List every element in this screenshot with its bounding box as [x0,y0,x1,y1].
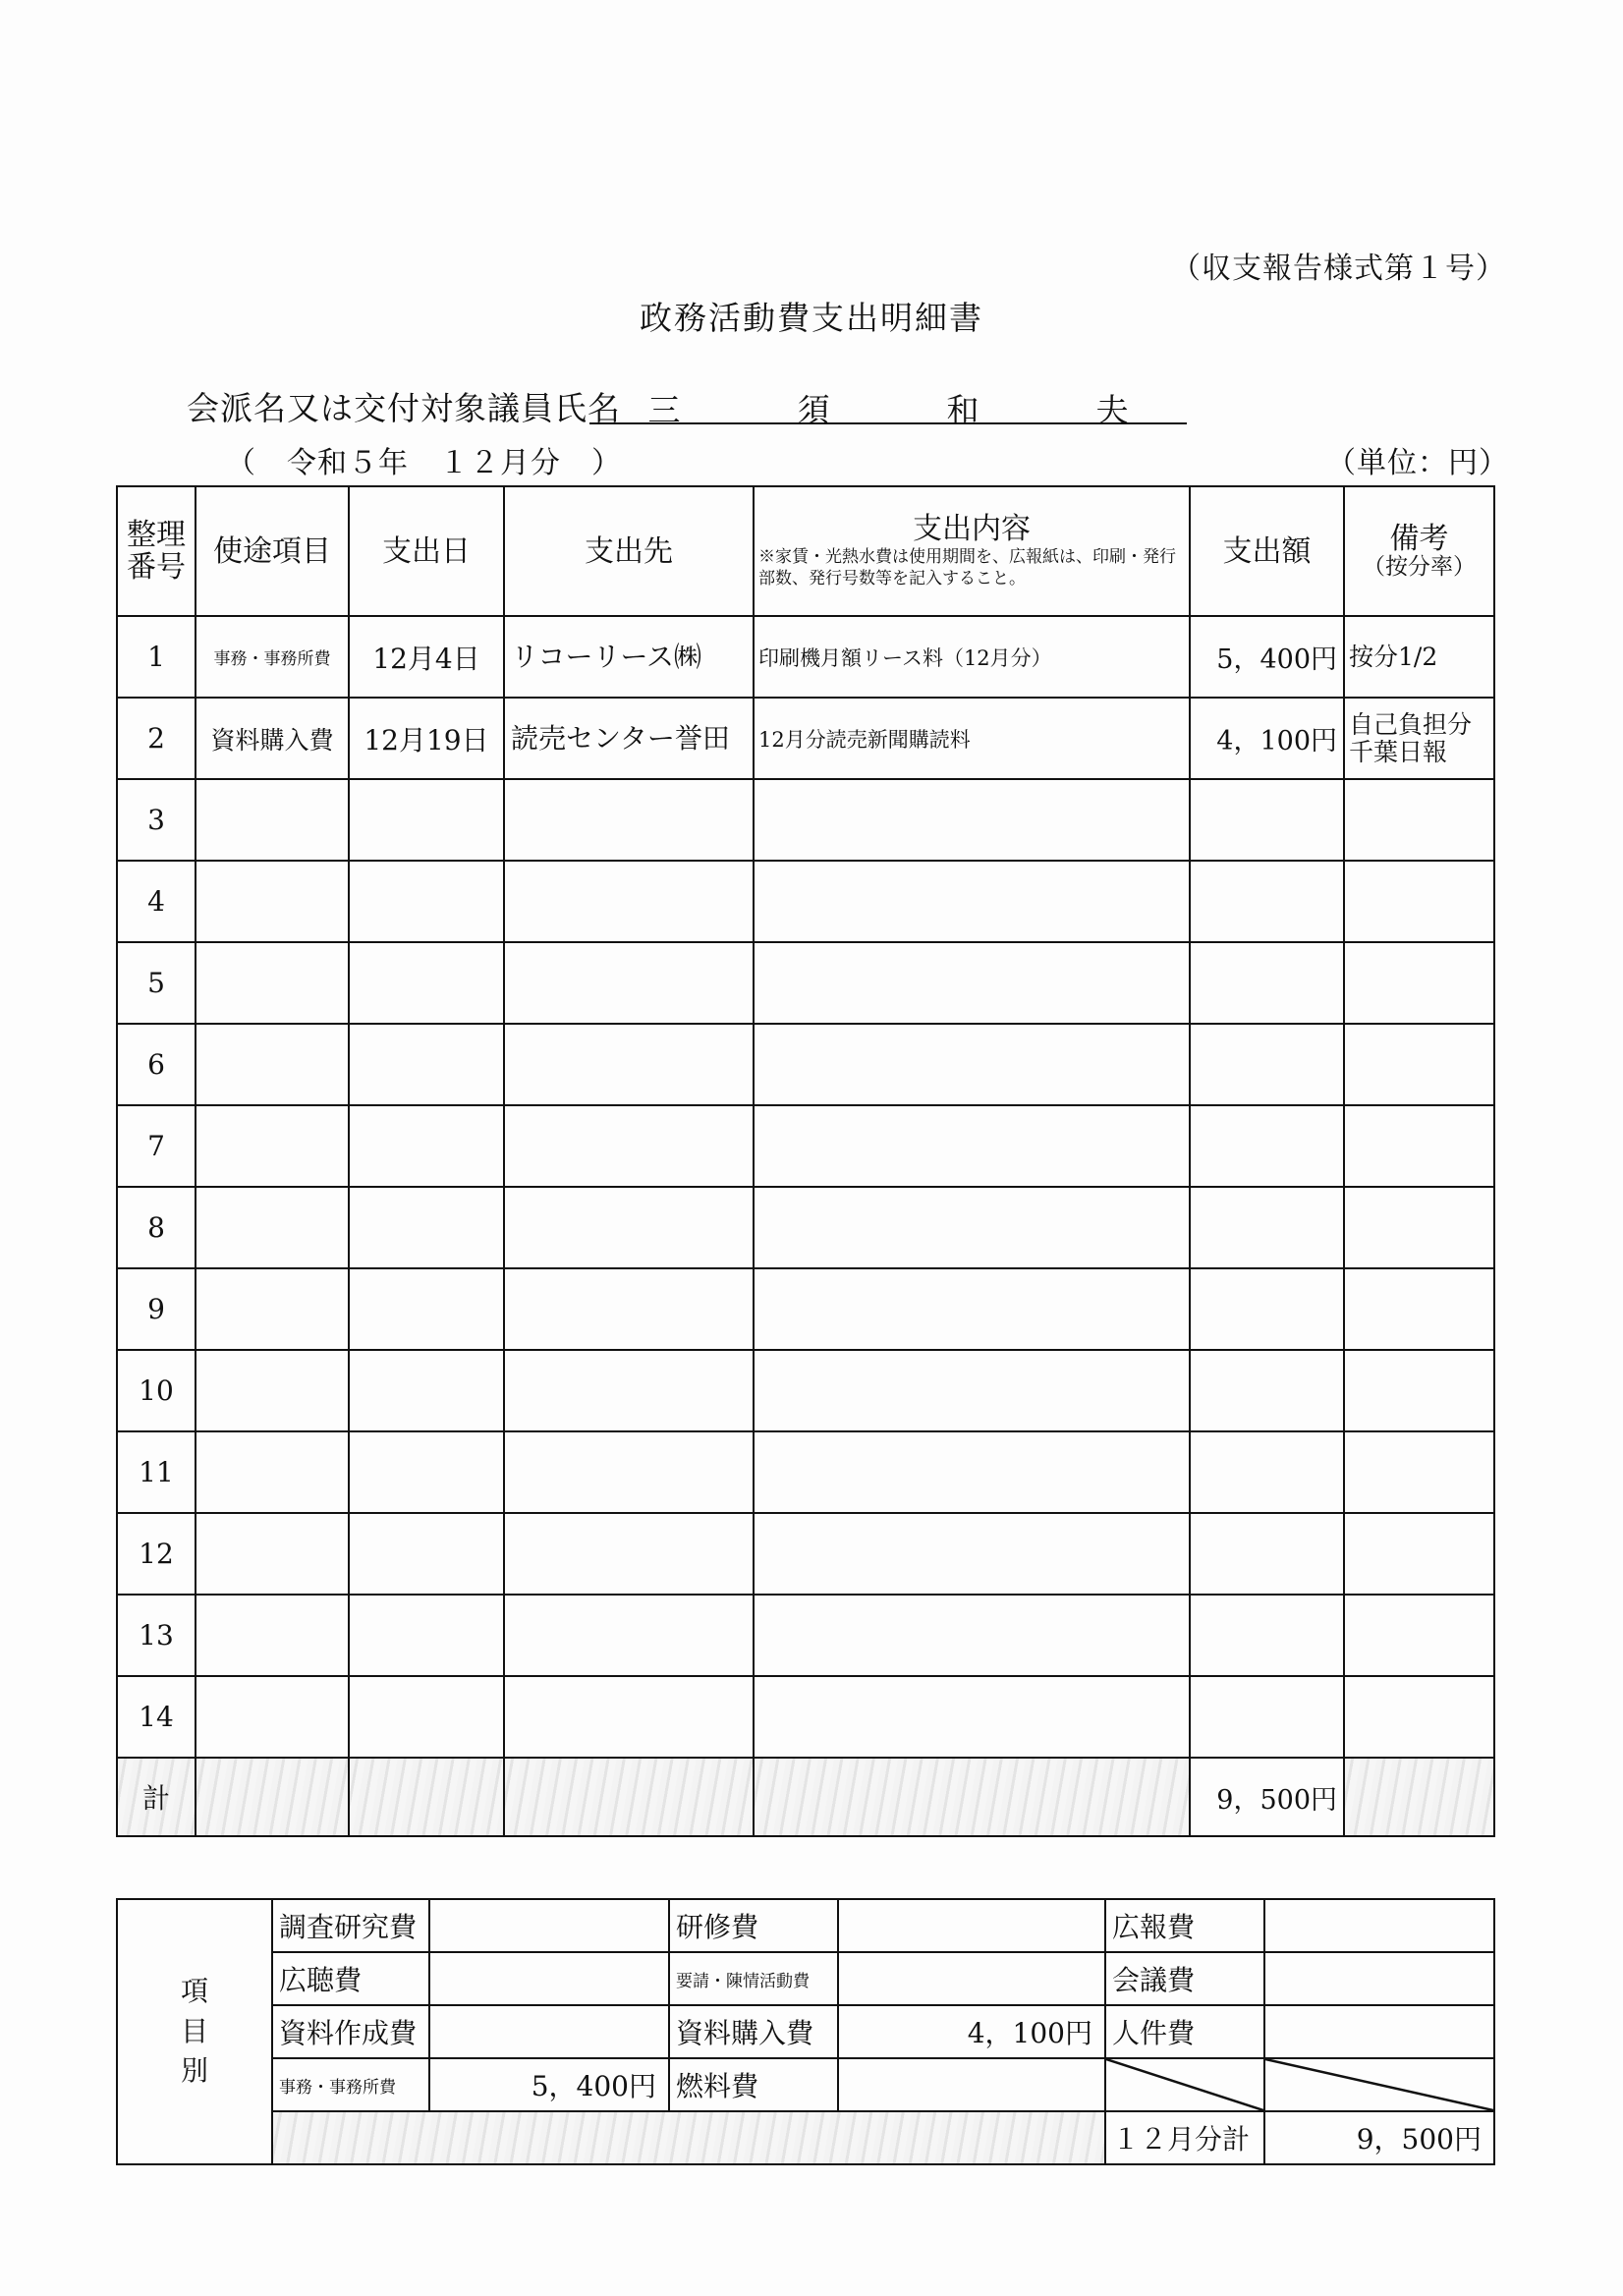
category-label: 燃料費 [669,2058,838,2111]
row-category [196,1431,349,1513]
table-row [117,861,1494,942]
row-category [196,1350,349,1431]
row-amount [1190,1676,1344,1758]
header-remarks-sub: （按分率） [1363,553,1476,580]
row-remarks [1344,1350,1494,1431]
document-title: 政務活動費支出明細書 [640,299,983,337]
row-payee [504,1268,754,1350]
category-value [838,2058,1105,2111]
row-amount: 4，100円 [1190,698,1344,779]
table-row [117,1431,1494,1513]
table-header-row [117,486,1494,616]
row-amount [1190,861,1344,942]
row-category [196,1187,349,1268]
unit-label: （単位：円） [1326,446,1509,480]
table-row [117,616,1494,698]
struck-cell [1105,2058,1264,2111]
row-payee: 読売センター誉田 [504,698,754,779]
member-label: 会派名又は交付対象議員氏名 [187,389,621,427]
row-number: 5 [117,942,196,1024]
category-label: 広報費 [1105,1899,1264,1952]
row-number: 2 [117,698,196,779]
row-amount [1190,1513,1344,1595]
header-amount: 支出額 [1190,486,1344,616]
row-date [349,1268,504,1350]
header-date: 支出日 [349,486,504,616]
row-payee [504,1595,754,1676]
table-row [117,779,1494,861]
table-row [117,942,1494,1024]
row-amount [1190,1431,1344,1513]
row-description: 12月分読売新聞購読料 [754,698,1190,779]
header-category: 使途項目 [196,486,349,616]
category-label: 会議費 [1105,1952,1264,2005]
table-row [117,1024,1494,1105]
category-value: 5，400円 [429,2058,669,2111]
total-shaded-cell [349,1758,504,1836]
category-label: 要請・陳情活動費 [669,1952,838,2005]
row-number: 6 [117,1024,196,1105]
row-remarks [1344,1268,1494,1350]
row-description [754,1431,1190,1513]
row-number: 13 [117,1595,196,1676]
row-description [754,1676,1190,1758]
row-date [349,1513,504,1595]
row-amount [1190,1268,1344,1350]
row-number: 7 [117,1105,196,1187]
category-label: 人件費 [1105,2005,1264,2058]
row-category [196,861,349,942]
row-amount [1190,1595,1344,1676]
row-number: 11 [117,1431,196,1513]
row-payee [504,779,754,861]
row-category: 資料購入費 [196,698,349,779]
row-payee [504,1676,754,1758]
row-date [349,861,504,942]
total-row [117,1758,1494,1836]
header-description-title: 支出内容 [913,512,1031,547]
category-label: 事務・事務所費 [272,2058,429,2111]
row-payee [504,1431,754,1513]
row-number: 14 [117,1676,196,1758]
row-amount [1190,942,1344,1024]
category-value: 4，100円 [838,2005,1105,2058]
row-payee: リコーリース㈱ [504,616,754,698]
row-category [196,1024,349,1105]
row-remarks: 按分1/2 [1344,616,1494,698]
row-description [754,1268,1190,1350]
member-name-char: 和 [946,391,979,429]
row-amount [1190,1105,1344,1187]
category-summary-table [116,1898,1495,2165]
row-category [196,1595,349,1676]
row-payee [504,861,754,942]
row-description [754,942,1190,1024]
category-label: 資料購入費 [669,2005,838,2058]
row-category [196,942,349,1024]
row-number: 10 [117,1350,196,1431]
category-label: 資料作成費 [272,2005,429,2058]
table-row [117,1350,1494,1431]
table-row [117,1268,1494,1350]
member-name-char: 須 [797,391,830,429]
row-amount [1190,1024,1344,1105]
row-remarks [1344,1595,1494,1676]
row-category [196,1105,349,1187]
row-number: 4 [117,861,196,942]
row-date [349,1431,504,1513]
row-date [349,1105,504,1187]
month-total-value: 9，500円 [1264,2111,1494,2164]
member-name-underline [589,422,1187,424]
table-row [117,1513,1494,1595]
row-remarks [1344,1105,1494,1187]
row-category: 事務・事務所費 [196,616,349,698]
row-remarks: 自己負担分千葉日報 [1344,698,1494,779]
category-label: 研修費 [669,1899,838,1952]
category-side-label: 項目別 [117,1899,272,2164]
row-description [754,1105,1190,1187]
period: （ 令和５年 １２月分 ） [226,446,622,480]
row-category [196,779,349,861]
row-description [754,1024,1190,1105]
header-description [754,486,1190,616]
row-remarks [1344,942,1494,1024]
row-payee [504,1513,754,1595]
row-description [754,1187,1190,1268]
row-description [754,1350,1190,1431]
row-category [196,1676,349,1758]
struck-cell [1264,2058,1494,2111]
row-date [349,1024,504,1105]
row-payee [504,1187,754,1268]
category-value [429,1952,669,2005]
row-description: 印刷機月額リース料（12月分） [754,616,1190,698]
row-date [349,1676,504,1758]
table-row [117,1105,1494,1187]
category-value [429,2005,669,2058]
row-remarks [1344,1676,1494,1758]
row-payee [504,942,754,1024]
row-remarks [1344,1431,1494,1513]
total-label: 計 [117,1758,196,1836]
header-remarks: 備考 （按分率） [1344,486,1494,616]
row-payee [504,1105,754,1187]
row-date [349,942,504,1024]
row-number: 1 [117,616,196,698]
row-amount: 5，400円 [1190,616,1344,698]
row-amount [1190,1187,1344,1268]
category-value [429,1899,669,1952]
row-payee [504,1024,754,1105]
row-number: 8 [117,1187,196,1268]
row-number: 12 [117,1513,196,1595]
member-name-char: 夫 [1095,391,1129,429]
category-value [1264,1899,1494,1952]
row-remarks [1344,861,1494,942]
category-value [838,1899,1105,1952]
category-value [838,1952,1105,2005]
row-remarks [1344,1513,1494,1595]
category-label: 広聴費 [272,1952,429,2005]
expense-table [116,485,1495,1837]
total-amount: 9，500円 [1190,1758,1344,1836]
row-description [754,1513,1190,1595]
row-number: 9 [117,1268,196,1350]
row-date [349,1187,504,1268]
form-number: （収支報告様式第１号） [1171,252,1506,286]
row-category [196,1513,349,1595]
category-value [1264,2005,1494,2058]
row-amount [1190,1350,1344,1431]
header-no: 整理番号 [117,486,196,616]
total-shaded-cell [196,1758,349,1836]
table-row [117,1187,1494,1268]
table-row [117,698,1494,779]
row-category [196,1268,349,1350]
member-name-char: 三 [647,391,681,429]
shaded-blank-area [272,2111,1105,2164]
table-row [117,1595,1494,1676]
header-payee: 支出先 [504,486,754,616]
header-description-note: ※家賃・光熱水費は使用期間を、広報紙は、印刷・発行部数、発行号数等を記入すること。 [758,547,1176,588]
category-label: 調査研究費 [272,1899,429,1952]
row-date: 12月4日 [349,616,504,698]
row-remarks [1344,1187,1494,1268]
month-total-label: １２月分計 [1105,2111,1264,2164]
total-shaded-cell [1344,1758,1494,1836]
total-shaded-cell [504,1758,754,1836]
row-date [349,1595,504,1676]
row-description [754,861,1190,942]
row-date [349,779,504,861]
row-date [349,1350,504,1431]
row-number: 3 [117,779,196,861]
category-value [1264,1952,1494,2005]
row-amount [1190,779,1344,861]
row-description [754,779,1190,861]
row-description [754,1595,1190,1676]
row-payee [504,1350,754,1431]
total-shaded-cell [754,1758,1190,1836]
row-date: 12月19日 [349,698,504,779]
table-row [117,1676,1494,1758]
row-remarks [1344,1024,1494,1105]
row-remarks [1344,779,1494,861]
